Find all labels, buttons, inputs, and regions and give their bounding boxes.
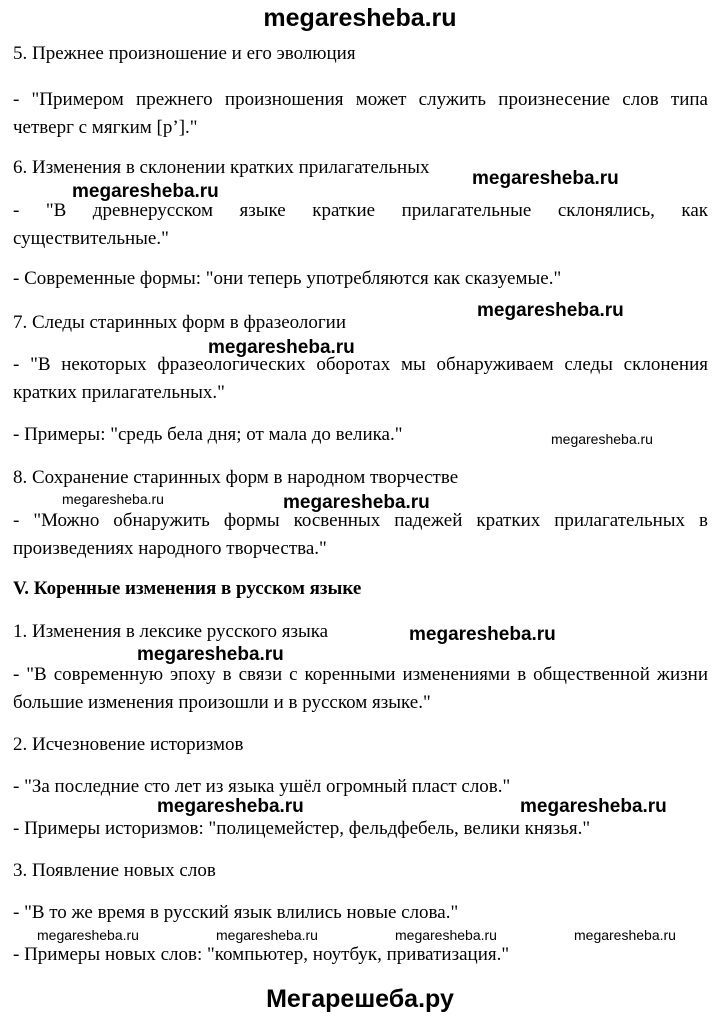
- heading-7: 7. Следы старинных форм в фразеологии: [13, 312, 347, 333]
- heading-v1: 1. Изменения в лексике русского языка: [13, 621, 329, 642]
- quote-v2: - "За последние сто лет из языка ушёл огромный пласт слов.": [13, 776, 511, 797]
- quote-v3: - "В то же время в русский язык влились новые слова.": [13, 902, 459, 923]
- watermark: megaresheba.ru: [208, 337, 355, 358]
- watermark: megaresheba.ru: [37, 927, 139, 943]
- quote-v1: - "В современную эпоху в связи с коренными изменениями в общественной жизни большие изменения произошли и в русском языке.": [13, 664, 708, 713]
- section-v-title: V. Коренные изменения в русском языке: [13, 578, 362, 599]
- example-v3: - Примеры новых слов: "компьютер, ноутбук, приватизация.": [13, 944, 510, 965]
- site-footer: Мегарешеба.ру: [266, 985, 454, 1013]
- watermark: megaresheba.ru: [157, 796, 304, 817]
- heading-v2: 2. Исчезновение историзмов: [13, 734, 244, 755]
- heading-5: 5. Прежнее произношение и его эволюция: [13, 43, 356, 64]
- quote-8: - "Можно обнаружить формы косвенных падежей кратких прилагательных в произведениях народного творчества.": [13, 510, 708, 559]
- watermark: megaresheba.ru: [216, 927, 318, 943]
- heading-6: 6. Изменения в склонении кратких прилагательных: [13, 157, 430, 178]
- watermark: megaresheba.ru: [472, 168, 619, 189]
- example-v2: - Примеры историзмов: "полицемейстер, фельдфебель, велики князья.": [13, 818, 591, 839]
- watermark: megaresheba.ru: [62, 491, 164, 507]
- example-7: - Примеры: "средь бела дня; от мала до велика.": [13, 424, 403, 445]
- watermark: megaresheba.ru: [395, 927, 497, 943]
- heading-v3: 3. Появление новых слов: [13, 860, 216, 881]
- quote-6: - "В древнерусском языке краткие прилагательные склонялись, как существительные.": [13, 200, 708, 249]
- quote-5: - "Примером прежнего произношения может служить произнесение слов типа четверг с мягким [р’].": [13, 89, 708, 138]
- site-header: megaresheba.ru: [263, 4, 457, 32]
- example-6: - Современные формы: "они теперь употребляются как сказуемые.": [13, 268, 562, 289]
- watermark: megaresheba.ru: [551, 431, 653, 447]
- watermark: megaresheba.ru: [477, 300, 624, 321]
- watermark: megaresheba.ru: [574, 927, 676, 943]
- watermark: megaresheba.ru: [72, 181, 219, 202]
- watermark: megaresheba.ru: [520, 796, 667, 817]
- watermark: megaresheba.ru: [409, 624, 556, 645]
- watermark: megaresheba.ru: [137, 644, 284, 665]
- watermark: megaresheba.ru: [283, 492, 430, 513]
- heading-8: 8. Сохранение старинных форм в народном творчестве: [13, 467, 459, 488]
- quote-7: - "В некоторых фразеологических оборотах мы обнаруживаем следы склонения кратких прилагательных.": [13, 354, 708, 403]
